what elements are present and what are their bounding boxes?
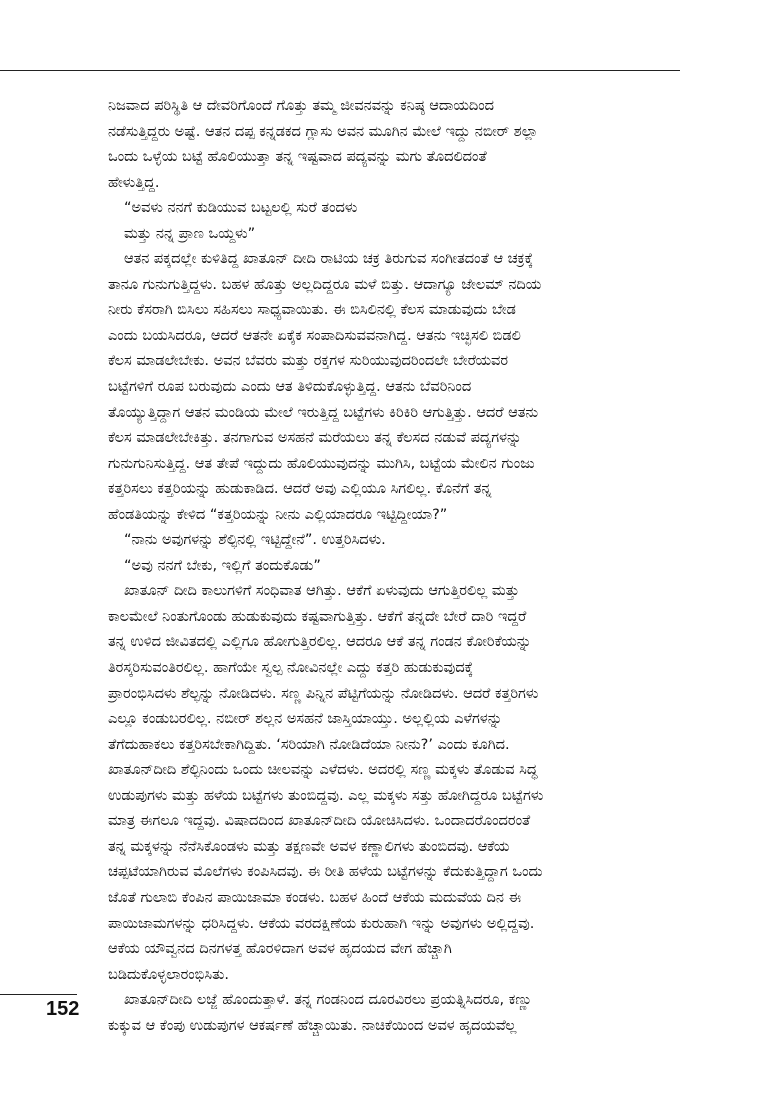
text-line: ನಡೆಸುತ್ತಿದ್ದರು ಅಷ್ಟೆ. ಆತನ ದಪ್ಪ ಕನ್ನಡಕದ ಗ್ಲಾಸು ಅವನ ಮೂಗಿನ ಮೇಲೆ ಇದ್ದು ನಬೀರ್ ಶಲ್ಲಾ	[108, 123, 538, 140]
text-line: ಮಾತ್ರ ಈಗಲೂ ಇದ್ದವು. ವಿಷಾದದಿಂದ ಖಾತೂನ್‌ದೀದಿ ಯೋಚಿಸಿದಳು. ಒಂದಾದರೊಂದರಂತೆ	[108, 813, 531, 830]
text-line: ಜೊತೆ ಗುಲಾಬಿ ಕೆಂಪಿನ ಪಾಯಿಜಾಮಾ ಕಂಡಳು. ಬಹಳ ಹಿಂದೆ ಆಕೆಯ ಮದುವೆಯ ದಿನ ಈ	[108, 889, 522, 906]
text-line: ಬಡಿದುಕೊಳ್ಳಲಾರಂಭಿಸಿತು.	[108, 966, 230, 983]
header-rule	[0, 70, 680, 71]
text-line: ಕಾಲಮೇಲೆ ನಿಂತುಗೊಂಡು ಹುಡುಕುವುದು ಕಷ್ಟವಾಗುತ್ತಿತ್ತು. ಆಕೆಗೆ ತನ್ನದೇ ಬೇರೆ ದಾರಿ ಇದ್ದರೆ	[108, 608, 527, 625]
text-line: ತೊಯ್ಯುತ್ತಿದ್ದಾಗ ಆತನ ಮಂಡಿಯ ಮೇಲೆ ಇರುತ್ತಿದ್ದ ಬಟ್ಟೆಗಳು ಕಿರಿಕಿರಿ ಆಗುತ್ತಿತ್ತು. ಆದರೆ ಆತನು	[108, 404, 539, 421]
text-line: ಉಡುಪುಗಳು ಮತ್ತು ಹಳೆಯ ಬಟ್ಟೆಗಳು ತುಂಬಿದ್ದವು. ಎಲ್ಲ ಮಕ್ಕಳು ಸತ್ತು ಹೋಗಿದ್ದರೂ ಬಟ್ಟೆಗಳು	[108, 787, 544, 804]
text-line: ಎಂದು ಬಯಸಿದರೂ, ಆದರೆ ಆತನೇ ಏಕೈಕ ಸಂಪಾದಿಸುವವನಾಗಿದ್ದ. ಆತನು ಇಚ್ಛಿಸಲಿ ಬಿಡಲಿ	[108, 327, 521, 344]
text-line: ಖಾತೂನ್ ದೀದಿ ಕಾಲುಗಳಿಗೆ ಸಂಧಿವಾತ ಆಗಿತ್ತು. ಆಕೆಗೆ ಏಳುವುದು ಆಗುತ್ತಿರಲಿಲ್ಲ ಮತ್ತು	[124, 583, 520, 600]
text-line: ಕುಕ್ಕುವ ಆ ಕೆಂಪು ಉಡುಪುಗಳ ಆಕರ್ಷಣೆ ಹೆಚ್ಚಾಯಿತು. ನಾಚಿಕೆಯಿಂದ ಅವಳ ಹೃದಯವೆಲ್ಲ	[108, 1017, 517, 1034]
text-line: ನಿಜವಾದ ಪರಿಸ್ಥಿತಿ ಆ ದೇವರಿಗೊಂದೆ ಗೊತ್ತು ತಮ್ಮ ಜೀವನವನ್ನು ಕನಿಷ್ಠ ಆದಾಯದಿಂದ	[108, 98, 495, 114]
text-line: ಕೆಲಸ ಮಾಡಲೇಬೇಕಿತ್ತು. ತನಗಾಗುವ ಅಸಹನೆ ಮರೆಯಲು ತನ್ನ ಕೆಲಸದ ನಡುವೆ ಪದ್ಯಗಳನ್ನು	[108, 430, 522, 447]
text-line: ಖಾತೂನ್‌ದೀದಿ ಲಜ್ಜೆ ಹೊಂದುತ್ತಾಳೆ. ತನ್ನ ಗಂಡನಿಂದ ದೂರವಿರಲು ಪ್ರಯತ್ನಿಸಿದರೂ, ಕಣ್ಣು	[124, 992, 533, 1009]
text-line: ಆತನ ಪಕ್ಕದಲ್ಲೇ ಕುಳಿತಿದ್ದ ಖಾತೂನ್ ದೀದಿ ರಾಟಿಯ ಚಕ್ರ ತಿರುಗುವ ಸಂಗೀತದಂತೆ ಆ ಚಕ್ರಕ್ಕೆ	[124, 251, 534, 268]
text-line: ಗುನುಗುನಿಸುತ್ತಿದ್ದ. ಆತ ತೇಪೆ ಇದ್ದುದು ಹೊಲಿಯುವುದನ್ನು ಮುಗಿಸಿ, ಬಟ್ಟೆಯ ಮೇಲಿನ ಗುಂಜು	[108, 455, 535, 472]
page-number: 152	[46, 998, 80, 1020]
text-line: ಕೆಲಸ ಮಾಡಲೇಬೇಕು. ಅವನ ಬೆವರು ಮತ್ತು ರಕ್ತಗಳ ಸುರಿಯುವುದರಿಂದಲೇ ಬೇರೆಯವರ	[108, 353, 509, 370]
text-line: ಮತ್ತು ನನ್ನ ಪ್ರಾಣ ಒಯ್ದಳು”	[124, 225, 256, 242]
text-line: ತನ್ನ ಮಕ್ಕಳನ್ನು ನೆನೆಸಿಕೊಂಡಳು ಮತ್ತು ತಕ್ಷಣವೇ ಅವಳ ಕಣ್ಣಾಲಿಗಳು ತುಂಬಿದವು. ಆಕೆಯ	[108, 838, 510, 855]
text-line: ತಿರಸ್ಕರಿಸುವಂತಿರಲಿಲ್ಲ. ಹಾಗೆಯೇ ಸ್ವಲ್ಪ ನೋವಿನಲ್ಲೇ ಎದ್ದು ಕತ್ತರಿ ಹುಡುಕುವುದಕ್ಕೆ	[108, 660, 474, 677]
text-line: “ಅವು ನನಗೆ ಬೇಕು, ಇಲ್ಲಿಗೆ ತಂದುಕೊಡು”	[124, 557, 321, 574]
text-line: ಖಾತೂನ್‌ದೀದಿ ಶೆಲ್ಫಿನಿಂದು ಒಂದು ಚೀಲವನ್ನು ಎಳೆದಳು. ಅದರಲ್ಲಿ ಸಣ್ಣ ಮಕ್ಕಳು ತೊಡುವ ಸಿದ್ಧ	[108, 762, 538, 779]
text-line: ನೀರು ಕೆಸರಾಗಿ ಬಿಸಿಲು ಸಹಿಸಲು ಸಾಧ್ಯವಾಯಿತು. ಈ ಬಿಸಿಲಿನಲ್ಲಿ ಕೆಲಸ ಮಾಡುವುದು ಬೇಡ	[108, 302, 516, 319]
text-line: ಪಾಯಿಜಾಮಗಳನ್ನು ಧರಿಸಿದ್ದಳು. ಆಕೆಯ ವರದಕ್ಷಿಣೆಯ ಕುರುಹಾಗಿ ಇನ್ನು ಅವುಗಳು ಅಲ್ಲಿದ್ದವು.	[108, 915, 535, 932]
text-line: ತೆಗೆದುಹಾಕಲು ಕತ್ತರಿಸಬೇಕಾಗಿದ್ದಿತು. ‘ಸರಿಯಾಗಿ ನೋಡಿದೆಯಾ ನೀನು?’ ಎಂದು ಕೂಗಿದ.	[108, 736, 510, 753]
text-line: ಚಪ್ಪಟೆಯಾಗಿರುವ ಮೊಲೆಗಳು ಕಂಪಿಸಿದವು. ಈ ರೀತಿ ಹಳೆಯ ಬಟ್ಟೆಗಳನ್ನು ಕೆದುಕುತ್ತಿದ್ದಾಗ ಒಂದು	[108, 864, 543, 881]
text-line: ಹೆಂಡತಿಯನ್ನು ಕೇಳಿದ “ಕತ್ತರಿಯನ್ನು ನೀನು ಎಲ್ಲಿಯಾದರೂ ಇಟ್ಟಿದ್ದೀಯಾ?”	[108, 506, 448, 523]
text-line: ಒಂದು ಒಳ್ಳೆಯ ಬಟ್ಟೆ ಹೊಲಿಯುತ್ತಾ ತನ್ನ ಇಷ್ಟವಾದ ಪದ್ಯವನ್ನು ಮಗು ತೊದಲಿದಂತೆ	[108, 149, 487, 166]
text-line: ತಾನೂ ಗುನುಗುತ್ತಿದ್ದಳು. ಬಹಳ ಹೊತ್ತು ಅಲ್ಲದಿದ್ದರೂ ಮಳೆ ಬಿತ್ತು. ಆದಾಗ್ಯೂ ಜೇಲಮ್ ನದಿಯ	[108, 276, 542, 293]
footer-rule	[0, 994, 77, 995]
text-line: ಹೇಳುತ್ತಿದ್ದ.	[108, 174, 160, 191]
text-line: ಎಲ್ಲೂ ಕಂಡುಬರಲಿಲ್ಲ. ನಬೀರ್ ಶಲ್ಲನ ಅಸಹನೆ ಜಾಸ್ತಿಯಾಯ್ತು. ಅಲ್ಲಲ್ಲಿಯ ಎಳೆಗಳನ್ನು	[108, 711, 503, 728]
text-line: “ನಾನು ಅವುಗಳನ್ನು ಶೆಲ್ಫಿನಲ್ಲಿ ಇಟ್ಟಿದ್ದೇನೆ”. ಉತ್ತರಿಸಿದಳು.	[124, 532, 386, 549]
text-line: “ಅವಳು ನನಗೆ ಕುಡಿಯುವ ಬಟ್ಟಲಲ್ಲಿ ಸುರೆ ತಂದಳು	[124, 200, 358, 217]
text-line: ಬಟ್ಟೆಗಳಿಗೆ ರೂಪ ಬರುವುದು ಎಂದು ಆತ ತಿಳಿದುಕೊಳ್ಳುತ್ತಿದ್ದ. ಆತನು ಬೆವರಿನಿಂದ	[108, 379, 472, 396]
page-body-text	[108, 94, 683, 1039]
text-line: ಆಕೆಯ ಯೌವ್ವನದ ದಿನಗಳತ್ತ ಹೊರಳಿದಾಗ ಅವಳ ಹೃದಯದ ವೇಗ ಹೆಚ್ಚಾಗಿ	[108, 941, 452, 958]
text-line: ಪ್ರಾರಂಭಿಸಿದಳು ಶೆಲ್ಫನ್ನು ನೋಡಿದಳು. ಸಣ್ಣ ಪಿನ್ನಿನ ಪೆಟ್ಟಿಗೆಯನ್ನು ನೋಡಿದಳು. ಆದರೆ ಕತ್ತರಿಗಳು	[108, 685, 539, 702]
text-line: ತನ್ನ ಉಳಿದ ಜೀವಿತದಲ್ಲಿ ಎಲ್ಲಿಗೂ ಹೋಗುತ್ತಿರಲಿಲ್ಲ. ಆದರೂ ಆಕೆ ತನ್ನ ಗಂಡನ ಕೋರಿಕೆಯನ್ನು	[108, 634, 532, 651]
text-line: ಕತ್ತರಿಸಲು ಕತ್ತರಿಯನ್ನು ಹುಡುಕಾಡಿದ. ಆದರೆ ಅವು ಎಲ್ಲಿಯೂ ಸಿಗಲಿಲ್ಲ. ಕೊನೆಗೆ ತನ್ನ	[108, 481, 492, 498]
